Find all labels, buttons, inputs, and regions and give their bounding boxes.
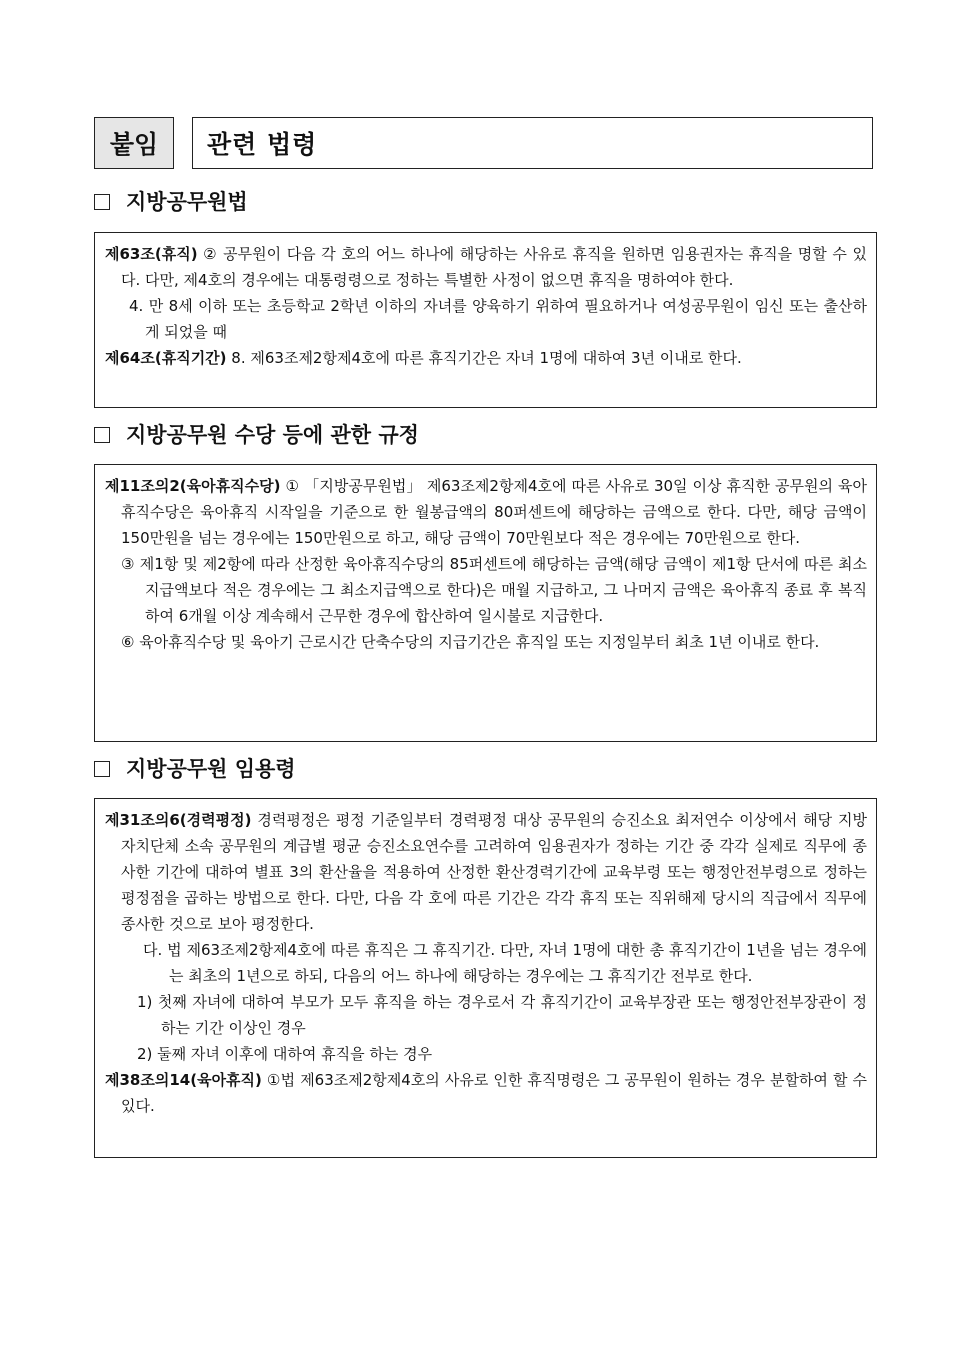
law-box-allowance-regulation — [94, 464, 877, 742]
article-label: 제64조(휴직기간) — [105, 349, 227, 367]
article-text: ② 공무원이 다음 각 호의 어느 하나에 해당하는 사유로 휴직을 원하면 임용권자는 휴직을 명할 수 있다. 다만, 제4호의 경우에는 대통령령으로 정하는 특별한 사정이 없으면 휴직을 명하여야 한다. — [121, 245, 867, 289]
article-label: 제63조(휴직) — [105, 245, 198, 263]
article-text: ①법 제63조제2항제4호의 사유로 인한 휴직명령은 그 공무원이 원하는 경우 분할하여 할 수 있다. — [121, 1071, 867, 1115]
article-31-6-subitem-1: 1) 첫째 자녀에 대하여 부모가 모두 휴직을 하는 경우로서 각 휴직기간이 교육부장관 또는 행정안전부장관이 정하는 기간 이상인 경우 — [137, 993, 867, 1037]
article-11-2-clause-3: ③ 제1항 및 제2항에 따라 산정한 육아휴직수당의 85퍼센트에 해당하는 금액(해당 금액이 제1항 단서에 따른 최소지급액보다 적은 경우에는 그 최소지급액으로 한다)은 매월 지급하고, 그 나머지 금액은 육아휴직 종료 후 복직하여 6개월 이상 계속해서 근무한 경우에 합산하여 일시불로 지급한다. — [121, 555, 867, 625]
article-31-6-subitem-2: 2) 둘째 자녀 이후에 대하여 휴직을 하는 경우 — [137, 1045, 433, 1063]
document-title: 관련 법령 — [192, 117, 873, 169]
article-label: 제11조의2(육아휴직수당) — [105, 477, 281, 495]
section-heading-appointment-decree — [94, 753, 296, 783]
attachment-tag: 붙임 — [94, 117, 174, 169]
section-heading-text: 지방공무원 임용령 — [126, 757, 296, 781]
article-label: 제38조의14(육아휴직) — [105, 1071, 262, 1089]
article-11-2 — [105, 473, 867, 551]
article-text: ① 「지방공무원법」 제63조제2항제4호에 따른 사유로 30일 이상 휴직한 공무원의 육아휴직수당은 육아휴직 시작일을 기준으로 한 월봉급액의 80퍼센트에 해당하는 금액으로 한다. 다만, 해당 금액이 150만원을 넘는 경우에는 150만원으로 하고, 해당 금액이 70만원보다 적은 경우에는 70만원으로 한다. — [121, 477, 867, 547]
checkbox-icon — [94, 194, 110, 210]
article-31-6-item-da: 다. 법 제63조제2항제4호에 따른 휴직은 그 휴직기간. 다만, 자녀 1명에 대한 총 휴직기간이 1년을 넘는 경우에는 최초의 1년으로 하되, 다음의 어느 하나에 해당하는 경우에는 그 휴직기간 전부로 한다. — [143, 941, 867, 985]
checkbox-icon — [94, 427, 110, 443]
section-heading-local-public-officials-act — [94, 186, 248, 216]
article-64 — [105, 345, 867, 371]
article-11-2-clause-6: ⑥ 육아휴직수당 및 육아기 근로시간 단축수당의 지급기간은 휴직일 또는 지정일부터 최초 1년 이내로 한다. — [121, 633, 820, 651]
law-box-local-public-officials-act — [94, 232, 877, 408]
checkbox-icon — [94, 761, 110, 777]
section-heading-text: 지방공무원 수당 등에 관한 규정 — [126, 423, 419, 447]
law-box-appointment-decree — [94, 798, 877, 1158]
article-label: 제31조의6(경력평정) — [105, 811, 252, 829]
article-38-14 — [105, 1067, 867, 1119]
section-heading-text: 지방공무원법 — [126, 190, 248, 214]
article-text: 경력평정은 평정 기준일부터 경력평정 대상 공무원의 승진소요 최저연수 이상에서 해당 지방자치단체 소속 공무원의 계급별 평균 승진소요연수를 고려하여 임용권자가 정하는 기간 중 각각 실제로 직무에 종사한 기간에 대하여 별표 3의 환산율을 적용하여 산정한 환산경력기간에 교육부령 또는 행정안전부령으로 정하는 평정점을 곱하는 방법으로 한다. 다만, 다음 각 호에 따른 기간은 각각 휴직 또는 직위해제 당시의 직급에서 직무에 종사한 것으로 보아 평정한다. — [121, 811, 867, 933]
article-63 — [105, 241, 867, 293]
article-text: 8. 제63조제2항제4호에 따른 휴직기간은 자녀 1명에 대하여 3년 이내로 한다. — [226, 349, 742, 367]
section-heading-allowance-regulation — [94, 419, 419, 449]
article-31-6 — [105, 807, 867, 937]
article-63-item-4: 4. 만 8세 이하 또는 초등학교 2학년 이하의 자녀를 양육하기 위하여 필요하거나 여성공무원이 임신 또는 출산하게 되었을 때 — [129, 297, 867, 341]
